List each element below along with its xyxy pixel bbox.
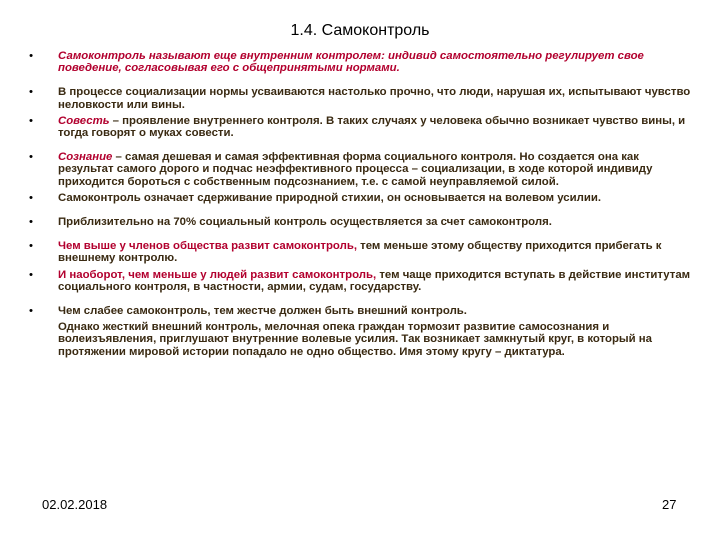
bullet-dot: • [29, 268, 33, 281]
bullet-dot: • [29, 191, 33, 204]
bullet-conscience [26, 115, 696, 139]
paragraph-text: Однако жесткий внешний контроль, мелочная опека граждан тормозит развитие самосознания и волеизъявления, приглушают внутренние волевые усилия. Так возникает замкнутый круг, в который на протяжении мировой истории попадало не одно общество. Имя этому кругу – [58, 321, 653, 358]
term-consciousness: Сознание [58, 151, 113, 164]
bullet-text: Самоконтроль называют еще внутренним контролем: индивид самостоятельно регулирует свое поведение, согласовывая его с общепринятыми нормами. [58, 50, 644, 75]
bullet-lower-self-control [26, 269, 696, 293]
slide-title: 1.4. Самоконтроль [290, 22, 430, 39]
term-dictatorship: диктатура. [504, 345, 565, 358]
bullet-self-control-restraint [26, 192, 696, 204]
bullet-highlight: Чем выше у членов общества развит самоконтроль, [58, 240, 357, 253]
bullet-socialization-norms [26, 86, 696, 110]
bullet-text: Самоконтроль означает сдерживание природной стихии, он основывается на волевом усилии. [58, 191, 602, 204]
bullet-text: В процессе социализации нормы усваиваются настолько прочно, что люди, нарушая их, испытывают чувство неловкости или вины. [58, 86, 691, 111]
bullet-consciousness [26, 151, 696, 188]
bullet-dot: • [29, 151, 33, 164]
paragraph-dictatorship [26, 321, 696, 358]
bullet-higher-self-control [26, 240, 696, 264]
bullet-list [26, 50, 696, 358]
bullet-dot: • [29, 50, 33, 62]
bullet-text: Приблизительно на 70% социальный контроль осуществляется за счет самоконтроля. [58, 216, 552, 229]
bullet-seventy-percent [26, 216, 696, 228]
bullet-dot: • [29, 305, 33, 318]
bullet-self-control-definition [26, 50, 696, 74]
bullet-text: – проявление внутреннего контроля. В таких случаях у человека обычно возникает чувство вины, и тогда говорят о муках совести. [58, 114, 686, 140]
bullet-text: тем меньше этому обществу приходится прибегать к внешнему контролю. [58, 240, 662, 265]
bullet-dot: • [29, 240, 33, 253]
bullet-text: – самая дешевая и самая эффективная форма социального контроля. Но создается она как результат самого дорого и подчас неэффективного процесса – социализации, в ходе которой индивиду приходится бороться с собственным подсознанием, т.е. с самой неуправляемой силой. [58, 151, 653, 188]
term-conscience: Совесть [58, 114, 110, 127]
bullet-weaker-self-control [26, 305, 696, 317]
bullet-dot: • [29, 114, 33, 127]
bullet-highlight: И наоборот, чем меньше у людей развит самоконтроль, [58, 268, 377, 281]
slide-number: 27 [662, 497, 677, 512]
bullet-dot: • [29, 86, 33, 99]
footer-date: 02.02.2018 [42, 497, 108, 512]
bullet-dot: • [29, 216, 33, 229]
bullet-text: тем чаще приходится вступать в действие институтам социального контроля, в частности, армии, судам, государству. [58, 268, 691, 293]
bullet-text: Чем слабее самоконтроль, тем жестче должен быть внешний контроль. [58, 305, 467, 318]
